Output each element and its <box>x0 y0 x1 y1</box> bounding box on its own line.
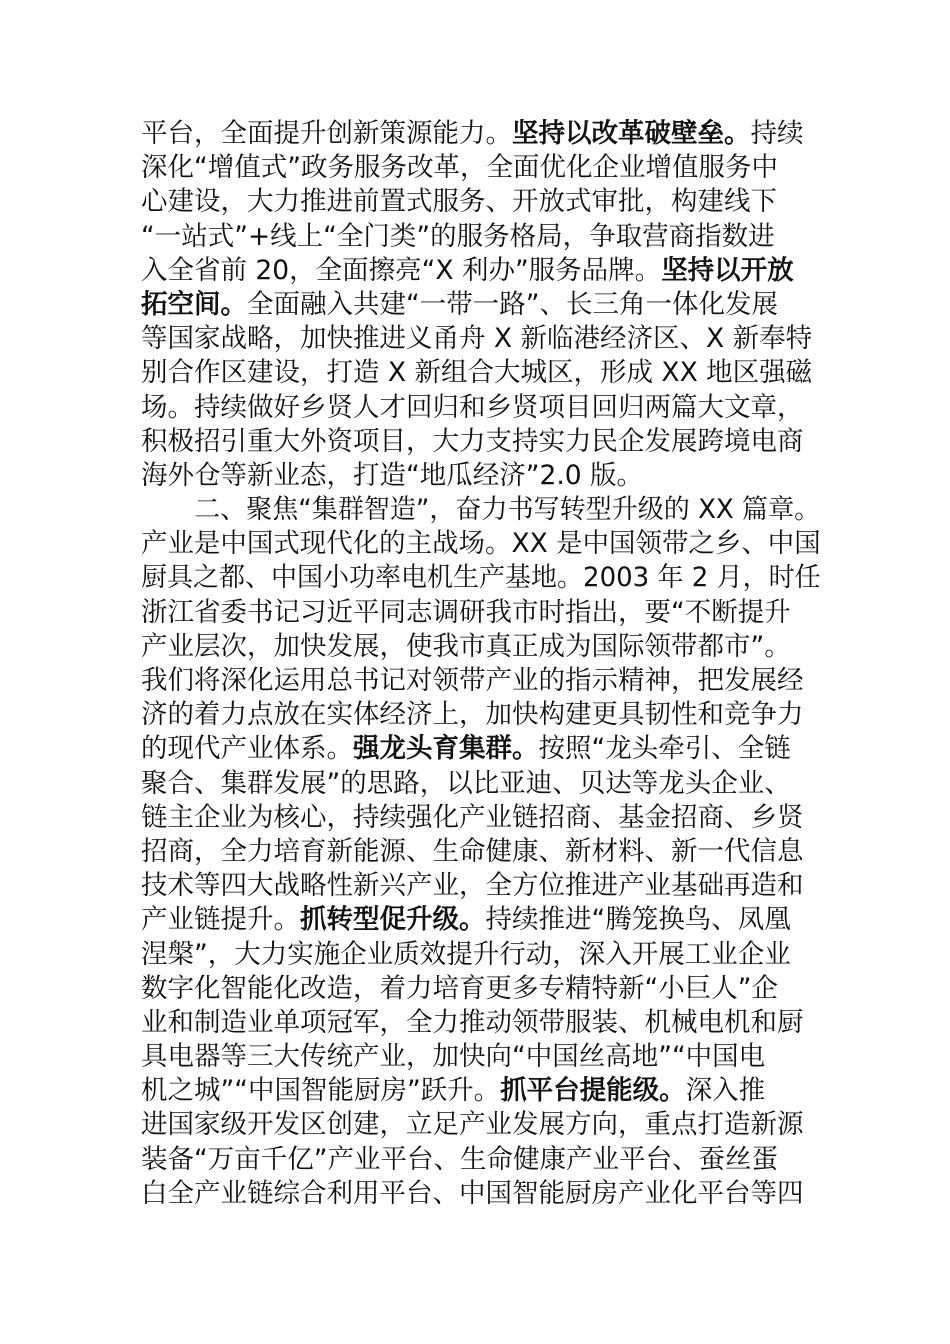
text-segment: 链主企业为核心，持续强化产业链招商、基金招商、乡贤 <box>141 801 804 833</box>
text-line <box>141 698 821 732</box>
text-segment: 技术等四大战略性新兴产业，全方位推进产业基础再造和 <box>141 870 804 902</box>
text-line <box>141 425 821 459</box>
text-line <box>141 220 821 254</box>
text-segment: 产业链提升。 <box>141 904 300 936</box>
text-line <box>141 1040 821 1074</box>
bold-heading-phrase: 抓转型促升级。 <box>300 904 486 936</box>
text-line <box>141 732 821 766</box>
text-segment: 具电器等三大传统产业，加快向“中国丝高地”“中国电 <box>141 1041 766 1073</box>
text-segment: 产业层次，加快发展，使我市真正成为国际领带都市”。 <box>141 630 791 662</box>
text-segment: 济的着力点放在实体经济上，加快构建更具韧性和竞争力 <box>141 699 804 731</box>
text-line <box>141 527 820 561</box>
text-segment: 海外仓等新业态，打造“地瓜经济”2.0 版。 <box>141 459 644 491</box>
text-line <box>141 596 821 630</box>
text-segment: 我们将深化运用总书记对领带产业的指示精神，把发展经 <box>141 665 804 696</box>
text-segment: 数字化智能化改造，着力培育更多专精特新“小巨人”企 <box>141 972 778 1004</box>
bold-heading-phrase: 抓平台提能级。 <box>500 1075 686 1107</box>
text-segment: 等国家战略，加快推进义甬舟 X 新临港经济区、X 新奉特 <box>141 323 813 355</box>
text-line <box>141 903 821 937</box>
text-segment: “一站式”+线上“全门类”的服务格局，争取营商指数进 <box>141 220 775 252</box>
text-line <box>141 459 821 493</box>
bold-heading-phrase: 拓空间。 <box>141 288 247 320</box>
text-segment: 场。持续做好乡贤人才回归和乡贤项目回归两篇大文章， <box>141 391 804 423</box>
bold-heading-phrase: 强龙头育集群。 <box>353 733 539 765</box>
text-segment: 聚合、集群发展”的思路，以比亚迪、贝达等龙头企业、 <box>141 767 791 799</box>
text-line <box>141 801 821 835</box>
text-line <box>141 391 821 425</box>
text-segment: 浙江省委书记习近平同志调研我市时指出，要“不断提升 <box>141 596 791 628</box>
text-segment: 进国家级开发区创建，立足产业发展方向，重点打造新源 <box>141 1109 804 1141</box>
text-segment: 按照“龙头牵引、全链 <box>538 733 791 765</box>
text-segment: 持续推进“腾笼换鸟、凤凰 <box>485 904 791 936</box>
text-segment: 深入推 <box>685 1075 766 1107</box>
text-line <box>141 322 821 356</box>
text-segment: 积极招引重大外资项目，大力支持实力民企发展跨境电商 <box>141 425 804 457</box>
text-line <box>141 1006 821 1040</box>
text-line <box>141 356 821 390</box>
text-line <box>141 664 821 698</box>
bold-heading-phrase: 坚持以开放 <box>661 254 794 286</box>
text-segment: 持续 <box>750 118 804 149</box>
text-segment: 厨具之都、中国小功率电机生产基地。2003 年 2 月，时任 <box>141 562 821 594</box>
text-segment: 入全省前 20，全面擦亮“X 利办”服务品牌。 <box>141 254 662 286</box>
text-line <box>141 630 821 664</box>
text-segment: 二、聚焦“集群智造”，奋力书写转型升级的 XX 篇章。 <box>194 494 821 526</box>
bold-heading-phrase: 坚持以改革破壁垒。 <box>512 118 751 149</box>
text-line <box>141 185 821 219</box>
text-segment: 机之城”“中国智能厨房”跃升。 <box>141 1075 501 1107</box>
text-line <box>141 288 821 322</box>
text-line <box>141 493 821 527</box>
text-line <box>141 767 821 801</box>
text-segment: 的现代产业体系。 <box>141 733 353 765</box>
text-line <box>141 561 821 595</box>
text-line <box>141 151 821 185</box>
text-segment: 招商，全力培育新能源、生命健康、新材料、新一代信息 <box>141 835 804 867</box>
text-line <box>141 1177 821 1211</box>
text-segment: 全面融入共建“一带一路”、长三角一体化发展 <box>247 288 778 320</box>
text-line <box>141 938 821 972</box>
text-segment: 深化“增值式”政务服务改革，全面优化企业增值服务中 <box>141 152 778 184</box>
text-segment: 别合作区建设，打造 X 新组合大城区，形成 XX 地区强磁 <box>141 357 813 389</box>
text-segment: 产业是中国式现代化的主战场。XX 是中国领带之乡、中国 <box>141 528 821 560</box>
text-line <box>141 1143 821 1177</box>
text-line <box>141 835 821 869</box>
text-segment: 装备“万亩千亿”产业平台、生命健康产业平台、蚕丝蛋 <box>141 1143 778 1175</box>
text-segment: 业和制造业单项冠军，全力推动领带服装、机械电机和厨 <box>141 1006 804 1038</box>
text-line <box>141 117 821 151</box>
body-text <box>141 117 821 1211</box>
text-line <box>141 972 821 1006</box>
text-line <box>141 1108 821 1142</box>
text-segment: 平台，全面提升创新策源能力。 <box>141 118 512 149</box>
text-line <box>141 1074 821 1108</box>
text-segment: 白全产业链综合利用平台、中国智能厨房产业化平台等四 <box>141 1177 804 1209</box>
text-line <box>141 869 821 903</box>
text-segment: 心建设，大力推进前置式服务、开放式审批，构建线下 <box>141 186 777 218</box>
text-line <box>141 254 821 288</box>
text-segment: 涅槃”，大力实施企业质效提升行动，深入开展工业企业 <box>141 938 791 970</box>
